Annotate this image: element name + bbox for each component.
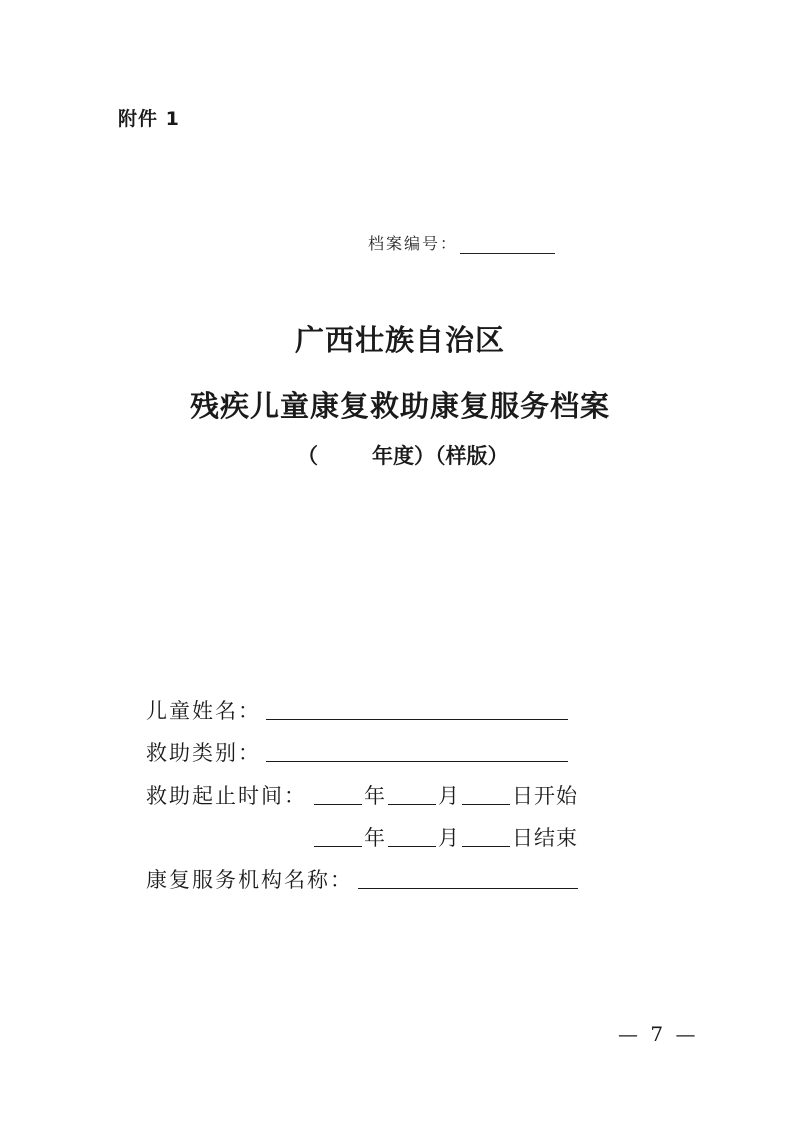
end-year-unit: 年 [364, 826, 386, 850]
start-day-field[interactable] [462, 804, 510, 805]
title-document: 残疾儿童康复救助康复服务档案 [189, 389, 610, 423]
institution-name-field[interactable] [358, 888, 578, 889]
institution-name-label: 康复服务机构名称： [146, 868, 353, 892]
aid-category-label: 救助类别： [146, 741, 261, 765]
start-day-suffix: 日开始 [512, 784, 578, 808]
archive-number-label: 档案编号： [368, 234, 459, 253]
title-year-edition: 年度）（样版） [372, 443, 509, 468]
page-number: — 7 — [618, 1022, 699, 1046]
end-year-field[interactable] [314, 846, 362, 847]
title-region: 广西壮族自治区 [294, 323, 505, 357]
end-month-unit: 月 [438, 826, 460, 850]
aid-category-field[interactable] [266, 761, 568, 762]
end-day-suffix: 日结束 [512, 826, 578, 850]
archive-number-field[interactable] [460, 253, 555, 254]
start-year-unit: 年 [364, 784, 386, 808]
child-name-field[interactable] [266, 719, 568, 720]
attachment-label: 附件 1 [118, 108, 180, 130]
title-paren-open: （ [297, 443, 318, 468]
start-year-field[interactable] [314, 804, 362, 805]
start-month-unit: 月 [438, 784, 460, 808]
end-month-field[interactable] [388, 846, 436, 847]
aid-period-label: 救助起止时间： [146, 784, 307, 808]
end-day-field[interactable] [462, 846, 510, 847]
start-month-field[interactable] [388, 804, 436, 805]
child-name-label: 儿童姓名： [146, 699, 261, 723]
